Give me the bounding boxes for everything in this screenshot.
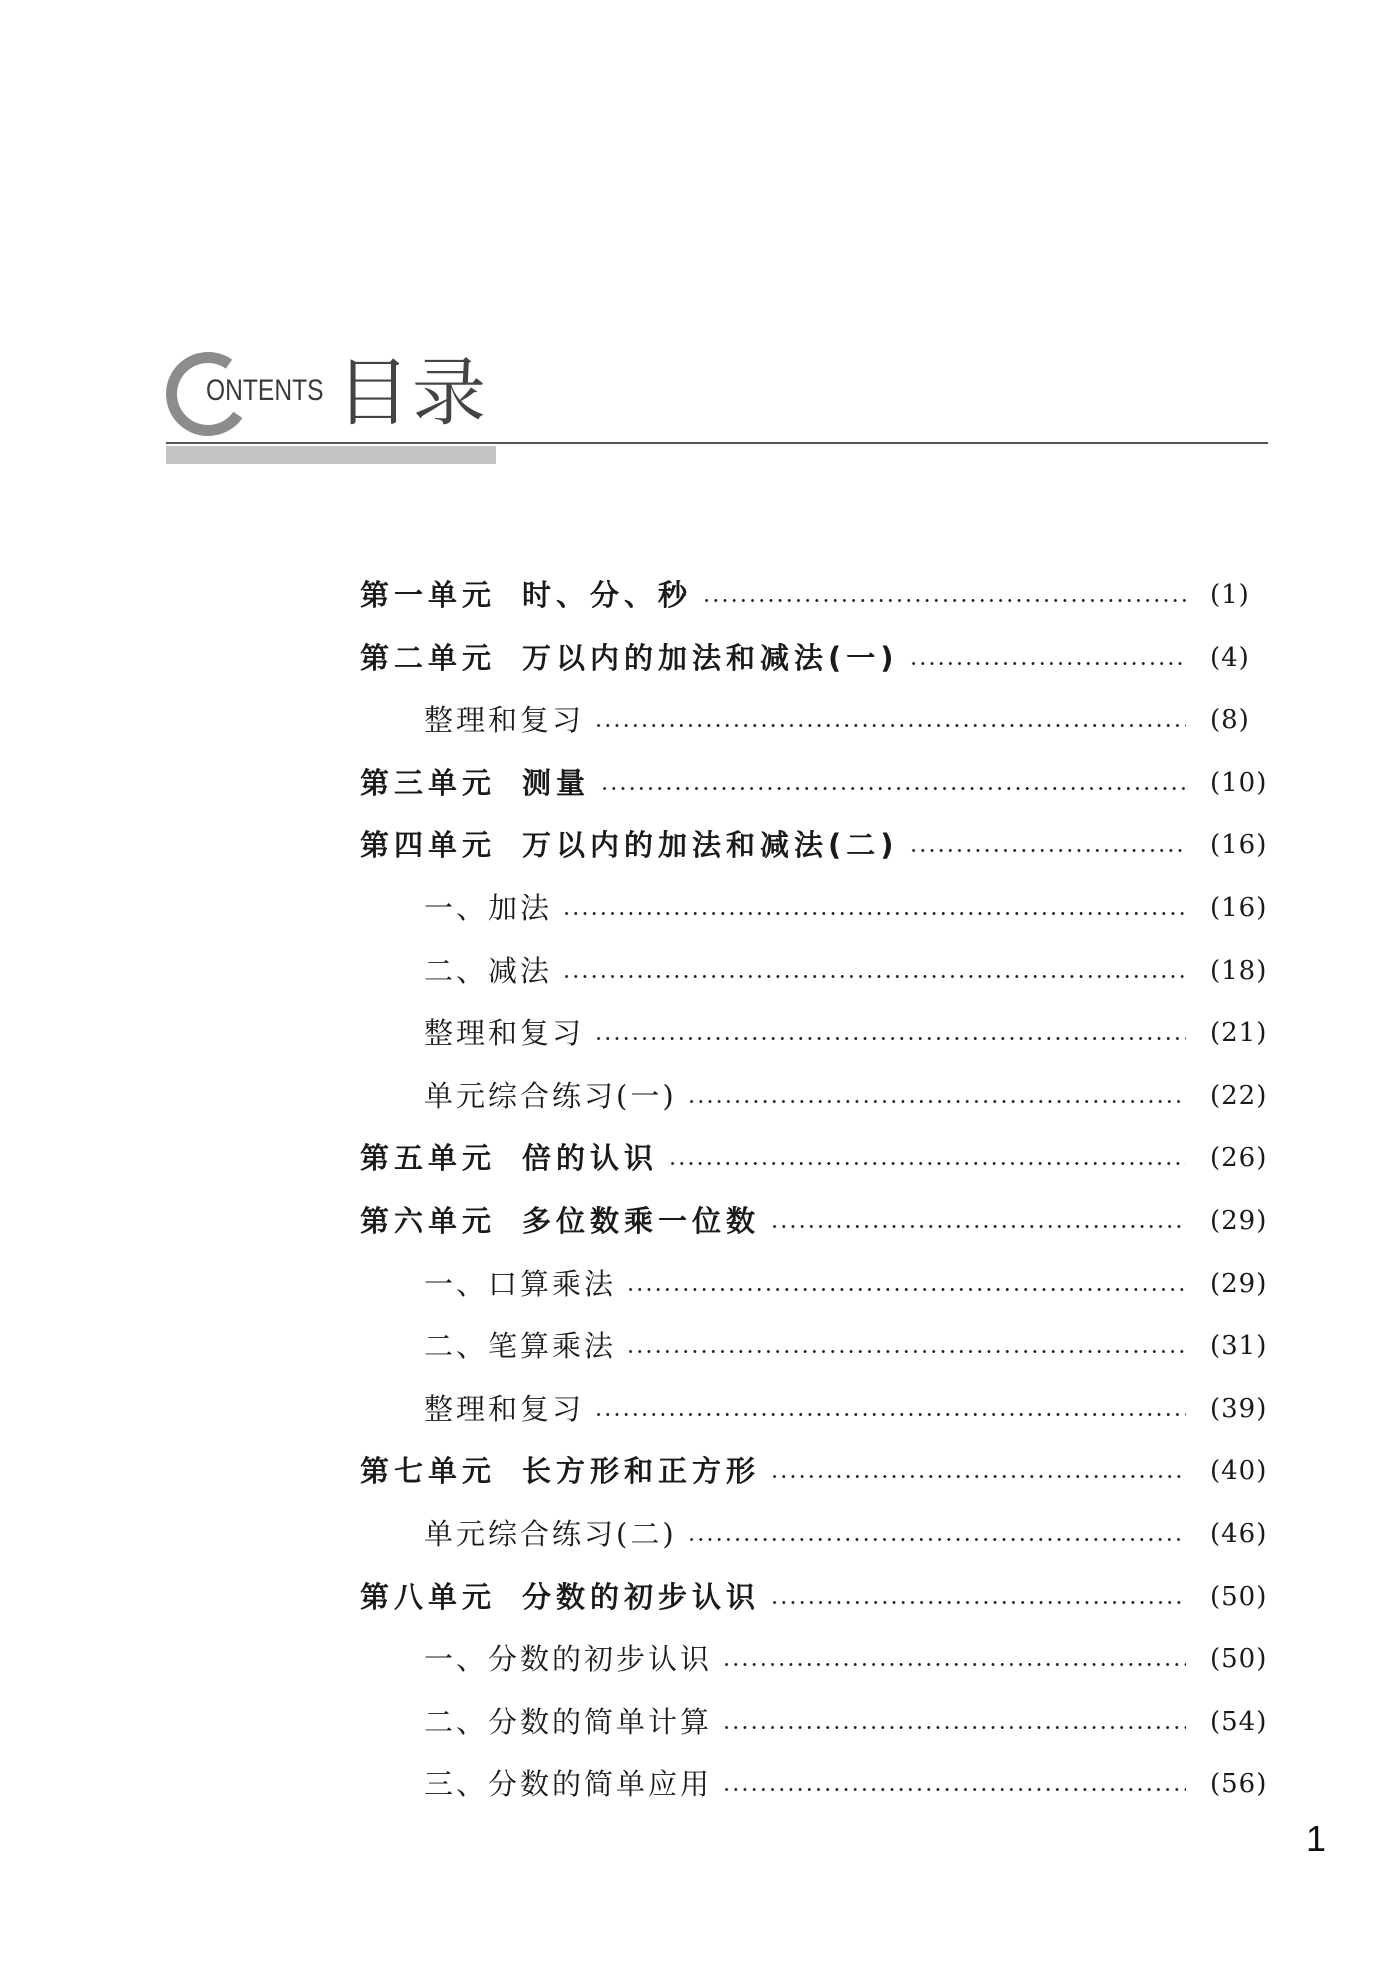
- entry-title-text: 一、加法: [424, 891, 553, 925]
- toc-section-entry[interactable]: [0, 700, 1398, 740]
- toc-section-entry[interactable]: [0, 1764, 1398, 1804]
- chapter-label: 第四单元: [360, 828, 497, 863]
- entry-title-text: 测量: [522, 765, 591, 800]
- chapter-label: 第一单元: [360, 578, 497, 612]
- entry-title: [424, 1702, 712, 1742]
- entry-page-number: (29): [1210, 1206, 1268, 1236]
- chapter-label: 第二单元: [360, 640, 497, 675]
- entry-page-number: (29): [1210, 1268, 1268, 1299]
- entry-title: [360, 575, 692, 615]
- entry-title-text: 整理和复习: [424, 1016, 585, 1051]
- dot-leader: [770, 1475, 1186, 1478]
- entry-page-number: (50): [1210, 1581, 1268, 1612]
- entry-title: [360, 1577, 760, 1617]
- entry-title: [360, 1451, 760, 1491]
- entry-title-text: 倍的认识: [522, 1141, 659, 1176]
- entry-title-text: 二、笔算乘法: [424, 1329, 617, 1364]
- chapter-label: 第六单元: [360, 1204, 497, 1238]
- chapter-label: 第七单元: [360, 1454, 497, 1489]
- toc-section-entry[interactable]: [0, 1326, 1398, 1366]
- dot-leader: [668, 1162, 1186, 1165]
- toc-section-entry[interactable]: [0, 888, 1398, 928]
- entry-page-number: (54): [1210, 1706, 1268, 1737]
- toc-chapter-entry[interactable]: [0, 1138, 1398, 1178]
- entry-title: [424, 1514, 677, 1554]
- entry-title-text: 三、分数的简单应用: [424, 1767, 713, 1802]
- entry-page-number: (50): [1210, 1644, 1268, 1675]
- toc-section-entry[interactable]: [0, 1013, 1398, 1053]
- entry-title-text: 整理和复习: [424, 703, 585, 738]
- entry-title-text: 单元综合练习(一): [424, 1078, 677, 1113]
- dot-leader: [909, 849, 1186, 852]
- entry-title: [424, 888, 552, 928]
- toc-section-entry[interactable]: [0, 1639, 1398, 1679]
- entry-page-number: (4): [1210, 642, 1250, 673]
- dot-leader: [770, 1601, 1186, 1604]
- contents-logo-word: ONTENTS: [206, 374, 324, 407]
- toc-chapter-entry[interactable]: [0, 763, 1398, 803]
- dot-leader: [600, 787, 1186, 790]
- entry-page-number: (56): [1210, 1769, 1268, 1800]
- entry-page-number: (31): [1210, 1331, 1268, 1362]
- entry-title: [360, 638, 899, 678]
- toc-chapter-entry[interactable]: [0, 1577, 1398, 1617]
- dot-leader: [687, 1100, 1186, 1103]
- entry-title-text: 万以内的加法和减法(一): [522, 640, 899, 675]
- entry-title-text: 二、分数的简单计算: [424, 1704, 713, 1739]
- entry-title: [424, 1326, 616, 1366]
- entry-title-text: 一、口算乘法: [424, 1266, 617, 1301]
- entry-title-text: 二、减法: [424, 953, 553, 988]
- entry-title-text: 长方形和正方形: [522, 1454, 761, 1489]
- entry-page-number: (22): [1210, 1080, 1268, 1111]
- toc-section-entry[interactable]: [0, 951, 1398, 991]
- entry-title-text: 分数的初步认识: [522, 1579, 761, 1614]
- toc-section-entry[interactable]: [0, 1389, 1398, 1429]
- dot-leader: [722, 1726, 1186, 1729]
- entry-title: [424, 1389, 584, 1429]
- entry-title-text: 单元综合练习(二): [424, 1517, 677, 1551]
- entry-title: [424, 700, 584, 740]
- entry-title: [360, 1201, 760, 1241]
- entry-page-number: (8): [1210, 705, 1250, 736]
- dot-leader: [702, 599, 1186, 602]
- dot-leader: [594, 724, 1186, 727]
- entry-page-number: (39): [1210, 1393, 1268, 1424]
- toc-section-entry[interactable]: [0, 1076, 1398, 1116]
- toc-chapter-entry[interactable]: [0, 575, 1398, 615]
- entry-title: [360, 763, 590, 803]
- page-title: 目录: [336, 350, 488, 436]
- dot-leader: [594, 1413, 1186, 1416]
- entry-title: [424, 1264, 616, 1304]
- dot-leader: [562, 975, 1186, 978]
- header-rule: [166, 442, 1268, 444]
- dot-leader: [722, 1663, 1186, 1666]
- entry-page-number: (18): [1210, 955, 1268, 986]
- entry-page-number: (10): [1210, 767, 1268, 798]
- dot-leader: [687, 1538, 1186, 1541]
- entry-page-number: (46): [1210, 1519, 1268, 1549]
- entry-page-number: (40): [1210, 1456, 1268, 1487]
- entry-title-text: 多位数乘一位数: [522, 1204, 761, 1238]
- entry-title-text: 一、分数的初步认识: [424, 1642, 713, 1677]
- chapter-label: 第五单元: [360, 1141, 497, 1176]
- dot-leader: [770, 1225, 1186, 1228]
- toc-section-entry[interactable]: [0, 1702, 1398, 1742]
- entry-title: [424, 1639, 712, 1679]
- dot-leader: [626, 1288, 1186, 1291]
- toc-chapter-entry[interactable]: [0, 1201, 1398, 1241]
- dot-leader: [722, 1788, 1186, 1791]
- toc-chapter-entry[interactable]: [0, 825, 1398, 865]
- entry-title: [360, 825, 899, 865]
- toc-chapter-entry[interactable]: [0, 1451, 1398, 1491]
- entry-title-text: 时、分、秒: [522, 578, 693, 612]
- entry-title-text: 整理和复习: [424, 1391, 585, 1426]
- chapter-label: 第三单元: [360, 765, 497, 800]
- entry-page-number: (16): [1210, 830, 1268, 861]
- page-number: 1: [1306, 1818, 1327, 1859]
- entry-title: [424, 951, 552, 991]
- entry-page-number: (21): [1210, 1018, 1268, 1049]
- header-accent-bar: [166, 446, 496, 464]
- entry-page-number: (16): [1210, 893, 1268, 923]
- entry-title: [360, 1138, 658, 1178]
- dot-leader: [594, 1037, 1186, 1040]
- dot-leader: [909, 662, 1186, 665]
- toc-section-entry[interactable]: [0, 1514, 1398, 1554]
- dot-leader: [562, 912, 1186, 915]
- entry-title: [424, 1013, 584, 1053]
- entry-page-number: (26): [1210, 1143, 1268, 1174]
- entry-title: [424, 1076, 677, 1116]
- chapter-label: 第八单元: [360, 1579, 497, 1614]
- toc-chapter-entry[interactable]: [0, 638, 1398, 678]
- dot-leader: [626, 1350, 1186, 1353]
- entry-title: [424, 1764, 712, 1804]
- entry-page-number: (1): [1210, 580, 1250, 610]
- entry-title-text: 万以内的加法和减法(二): [522, 828, 899, 863]
- toc-section-entry[interactable]: [0, 1264, 1398, 1304]
